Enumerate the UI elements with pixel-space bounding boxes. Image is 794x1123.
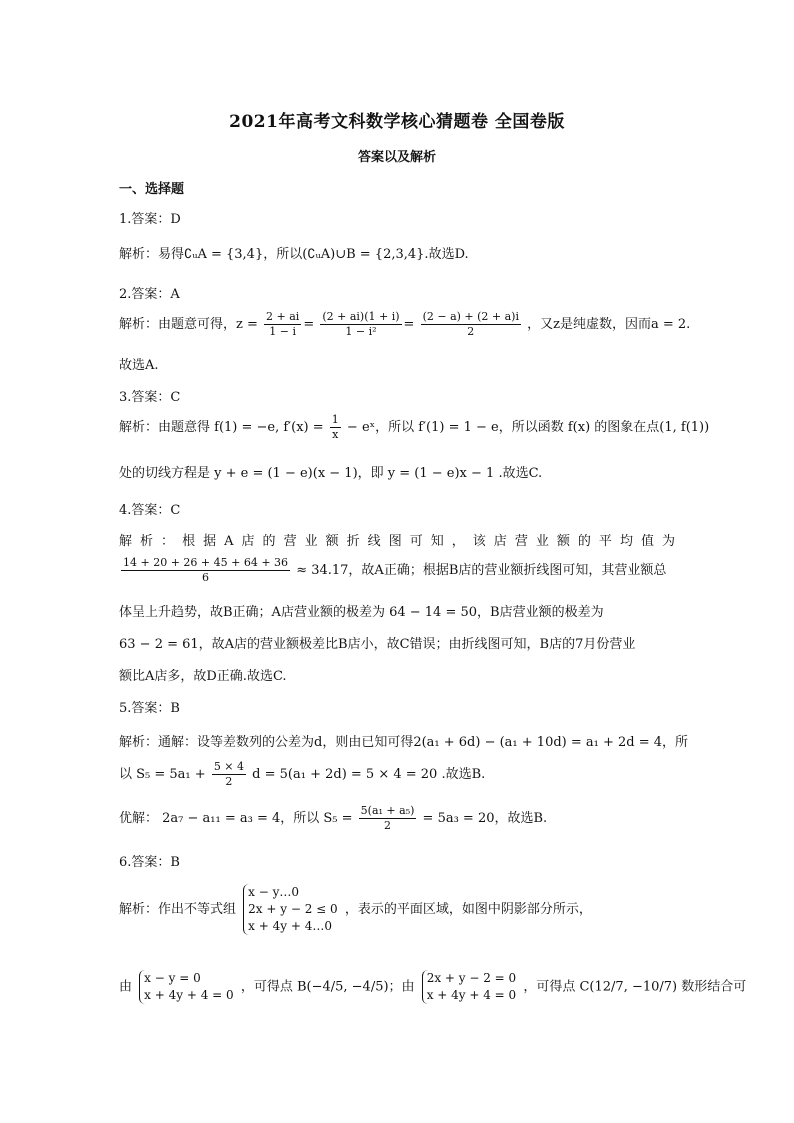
q5-alt-pre: 优解： 2a₇ − a₁₁ = a₃ = 4，所以 S₅ =	[119, 811, 353, 826]
q6-text-b: ，可得点 B(−4/5, −4/5)；由	[240, 979, 415, 995]
q3-fraction: $\frac{1}{x}$	[331, 413, 339, 441]
q2-text-post: ，又z是纯虚数，因而a = 2.	[527, 317, 691, 332]
q5-line2	[119, 760, 485, 789]
q2-fraction-3: $\frac{(2 - a) + (2 + a)i}{2}$	[422, 310, 519, 338]
q2-fraction-1: $\frac{2 + ai}{1 - i}$	[266, 310, 300, 338]
q4-line1: 解析：根据A店的营业额折线图可知，该店营业额的平均值为	[119, 534, 675, 549]
q2-conclusion: 故选A.	[119, 358, 159, 373]
page-title: 2021年高考文科数学核心猜题卷 全国卷版	[229, 112, 565, 132]
page-subtitle: 答案以及解析	[357, 150, 436, 165]
q2-answer: 2.答案：A	[119, 287, 180, 302]
q5-text-pre: 以 S₅ = 5a₁ +	[119, 767, 206, 782]
q6-line2	[119, 970, 746, 1004]
q5-fraction-2: $\frac{\text{5(a₁ + a₅)}}{2}$	[360, 804, 415, 832]
q1-answer: 1.答案：D	[119, 212, 181, 227]
q2-fraction-2: $\frac{(2 + ai)(1 + i)}{\text{1 − i²}}$	[322, 310, 400, 338]
q4-text-post: ≈ 34.17，故A正确；根据B店的营业额折线图可知，其营业额总	[296, 563, 667, 578]
q6-text-a: 由	[119, 979, 133, 995]
q3-text-post: − eˣ，所以 f′(1) = 1 − e，所以函数 f(x) 的图象在点(1, f(1))	[346, 420, 710, 435]
q5-line3	[119, 804, 547, 833]
q4-line4: 63 − 2 = 61，故A店的营业额极差比B店小，故C错误；由折线图可知，B店的7月份营业	[119, 637, 636, 652]
q6-answer: 6.答案：B	[119, 855, 180, 870]
q6-system-b: 2x + y − 2 = 0 x + 4y + 4 = 0	[422, 970, 517, 1004]
q4-line2	[119, 556, 666, 585]
q6-inequality-system: x − y…0 2x + y − 2 ≤ 0 x + 4y + 4…0	[243, 884, 338, 935]
q1-explanation: 解析：易得∁ᵤA = {3,4}，所以(∁ᵤA)∪B = {2,3,4}.故选D.	[119, 247, 469, 262]
q4-line5: 额比A店多，故D正确.故选C.	[119, 669, 287, 684]
q2-explanation: 解析：由题意可得，z = $\frac{2 + ai}{1 - i}$ = $\frac{(2 + ai)(1 + i)}{\text{1 − i²}}$ = $\frac{(2 - a) + (2 + a)i}{2}$ ，又z是纯虚数，因而a = 2.	[119, 310, 691, 338]
q3-answer: 3.答案：C	[119, 390, 181, 405]
q2-text-pre: 解析：由题意可得，z =	[119, 317, 258, 332]
q4-answer: 4.答案：C	[119, 503, 181, 518]
q5-fraction: $\frac{5 \times 4}{2}$	[213, 760, 245, 788]
q6-text-pre: 解析：作出不等式组	[119, 902, 237, 917]
q6-text-c: ，可得点 C(12/7, −10/7) 数形结合可	[523, 979, 747, 995]
q3-explanation	[119, 413, 709, 442]
q4-line3: 体呈上升趋势，故B正确；A店营业额的极差为 64 − 14 = 50，B店营业额的极差为	[119, 605, 604, 620]
q6-line1	[119, 884, 592, 935]
q6-text-post: ，表示的平面区域，如图中阴影部分所示，	[344, 902, 592, 917]
q4-fraction: $\frac{14 + 20 + 26 + 45 + 64 + 36}{6}$	[123, 556, 289, 584]
q3-text-pre: 解析：由题意得 f(1) = −e, f′(x) =	[119, 420, 324, 435]
q5-alt-post: = 5a₃ = 20，故选B.	[422, 811, 548, 826]
q3-line2: 处的切线方程是 y + e = (1 − e)(x − 1)，即 y = (1 − e)x − 1 .故选C.	[119, 466, 543, 481]
q6-system-a: x − y = 0 x + 4y + 4 = 0	[139, 970, 234, 1004]
q5-text-post: d = 5(a₁ + 2d) = 5 × 4 = 20 .故选B.	[252, 767, 486, 782]
q5-answer: 5.答案：B	[119, 701, 180, 716]
q5-line1: 解析：通解：设等差数列的公差为d，则由已知可得2(a₁ + 6d) − (a₁ + 10d) = a₁ + 2d = 4，所	[119, 735, 689, 750]
section-heading: 一、选择题	[119, 182, 185, 197]
